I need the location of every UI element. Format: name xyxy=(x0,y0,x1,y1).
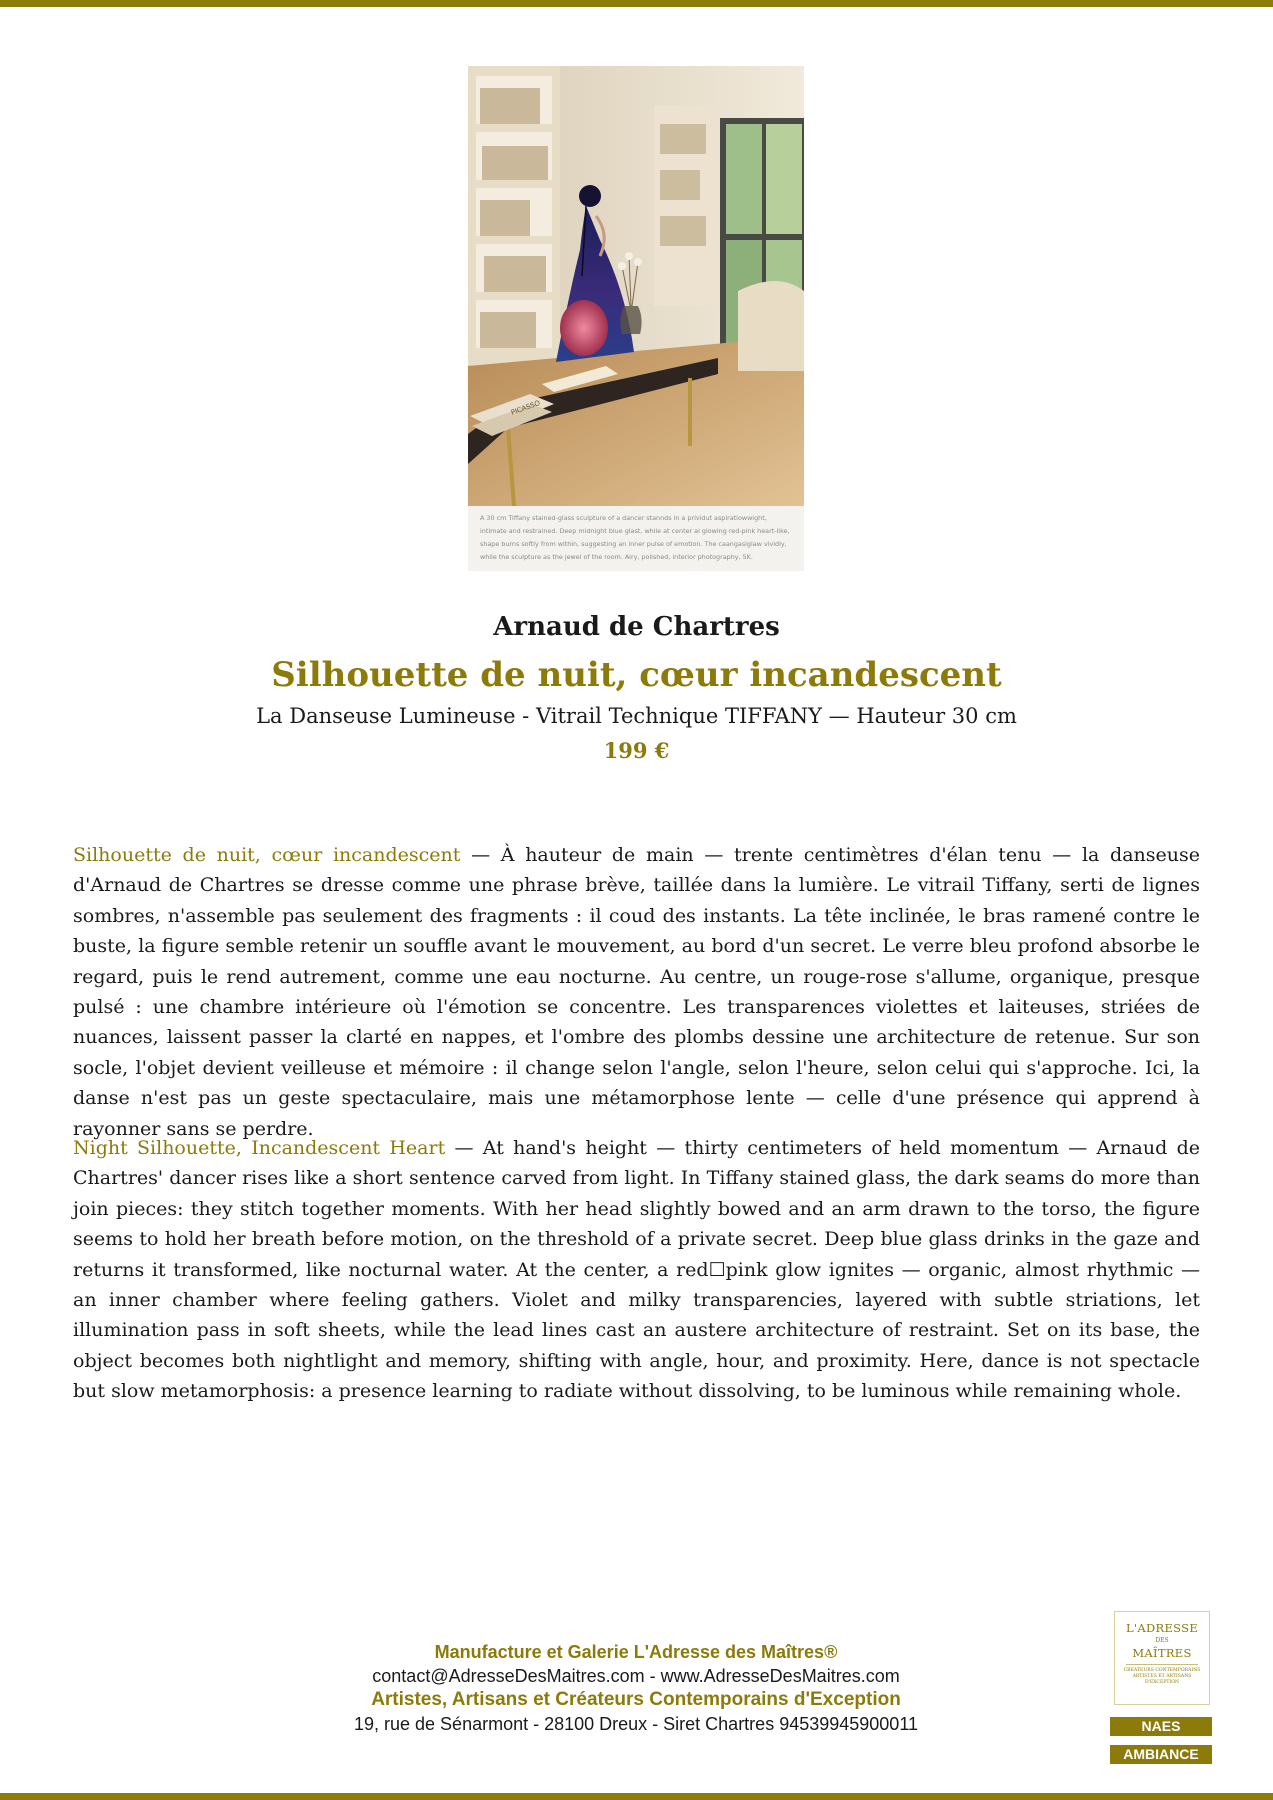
logo-line-4: CRÉATEURS CONTEMPORAINS ARTISTES ET ARTISANS D'EXCEPTION xyxy=(1123,1668,1201,1685)
logo-divider xyxy=(1126,1664,1198,1665)
logo-line-2: DES xyxy=(1155,1637,1169,1644)
price: 199 € xyxy=(603,738,670,763)
description-french-lead: Silhouette de nuit, cœur incandescent xyxy=(73,844,461,866)
ambiance-badge: AMBIANCE xyxy=(1110,1745,1212,1764)
photo-caption: A 30 cm Tiffany stained-glass sculpture of a dancer stannds in a prividut aspiratiowwight, intimate and restrained. Deep midnight blue glast, while at center al glowing red-pink heart-like, shape burns softly from within, suggesting an inner pulse of emotion. The caangasiglaw vividly, while the sculpture as the jewel of the room. Airy, polished, interior photography, 5K. xyxy=(480,514,790,561)
footer-tagline: Artistes, Artisans et Créateurs Contemporains d'Exception xyxy=(371,1689,901,1710)
brand-logo xyxy=(1114,1611,1210,1705)
footer xyxy=(236,1640,1036,1736)
product-photo xyxy=(468,66,804,571)
logo-line-3: MAÎTRES xyxy=(1132,1646,1192,1660)
description-english-text: — At hand's height — thirty centimeters of held momentum — Arnaud de Chartres' dancer rises like a short sentence carved from light. In Tiffany stained glass, the dark seams do more than join pieces: they stitch together moments. With her head slightly bowed and an arm drawn to the torso, the figure seems to hold her breath before motion, on the threshold of a private secret. Deep blue glass drinks in the gaze and returns it transformed, like nocturnal water. At the center, a red☐pink glow ignites — organic, almost rhythmic — an inner chamber where feeling gathers. Violet and milky transparencies, layered with subtle striations, let illumination pass in soft sheets, while the lead lines cast an austere architecture of restraint. Set on its base, the object becomes both nightlight and memory, shifting with angle, hour, and proximity. Here, dance is not spectacle but slow metamorphosis: a presence learning to radiate without dissolving, to be luminous while remaining whole. xyxy=(73,1137,1200,1403)
description-french xyxy=(73,840,1200,1144)
description-english xyxy=(73,1133,1200,1407)
interior-scene-image xyxy=(468,66,804,506)
book-spine-text: PICASSO xyxy=(509,398,542,417)
top-border xyxy=(0,0,1273,7)
artist-name: Arnaud de Chartres xyxy=(493,612,780,642)
logo-line-1: L'ADRESSE xyxy=(1125,1621,1199,1635)
description-english-lead: Night Silhouette, Incandescent Heart xyxy=(73,1137,446,1159)
footer-company: Manufacture et Galerie L'Adresse des Maîtres® xyxy=(434,1642,838,1662)
artwork-title: Silhouette de nuit, cœur incandescent xyxy=(271,655,1002,695)
description-french-text: — À hauteur de main — trente centimètres d'élan tenu — la danseuse d'Arnaud de Chartres se dresse comme une phrase brève, taillée dans la lumière. Le vitrail Tiffany, serti de lignes sombres, n'assemble pas seulement des fragments : il coud des instants. La tête inclinée, le bras ramené contre le buste, la figure semble retenir un souffle avant le mouvement, au bord d'un secret. Le verre bleu profond absorbe le regard, puis le rend autrement, comme une eau nocturne. Au centre, un rouge-rose s'allume, organique, presque pulsé : une chambre intérieure où l'émotion se concentre. Les transparences violettes et laiteuses, striées de nuances, laissent passer la clarté en nappes, et l'ombre des plombs dessine une architecture de retenue. Sur son socle, l'objet devient veilleuse et mémoire : il change selon l'angle, selon l'heure, selon celui qui s'approche. Ici, la danse n'est pas un geste spectaculaire, mais une métamorphose lente — celle d'une présence qui apprend à rayonner sans se perdre. xyxy=(73,844,1200,1140)
footer-address: 19, rue de Sénarmont - 28100 Dreux - Siret Chartres 94539945900011 xyxy=(353,1714,919,1734)
artwork-subtitle: La Danseuse Lumineuse - Vitrail Technique TIFFANY — Hauteur 30 cm xyxy=(256,704,1017,728)
footer-contact: contact@AdresseDesMaitres.com - www.AdresseDesMaitres.com xyxy=(372,1666,900,1686)
bottom-border xyxy=(0,1793,1273,1800)
naes-badge: NAES xyxy=(1110,1717,1212,1736)
